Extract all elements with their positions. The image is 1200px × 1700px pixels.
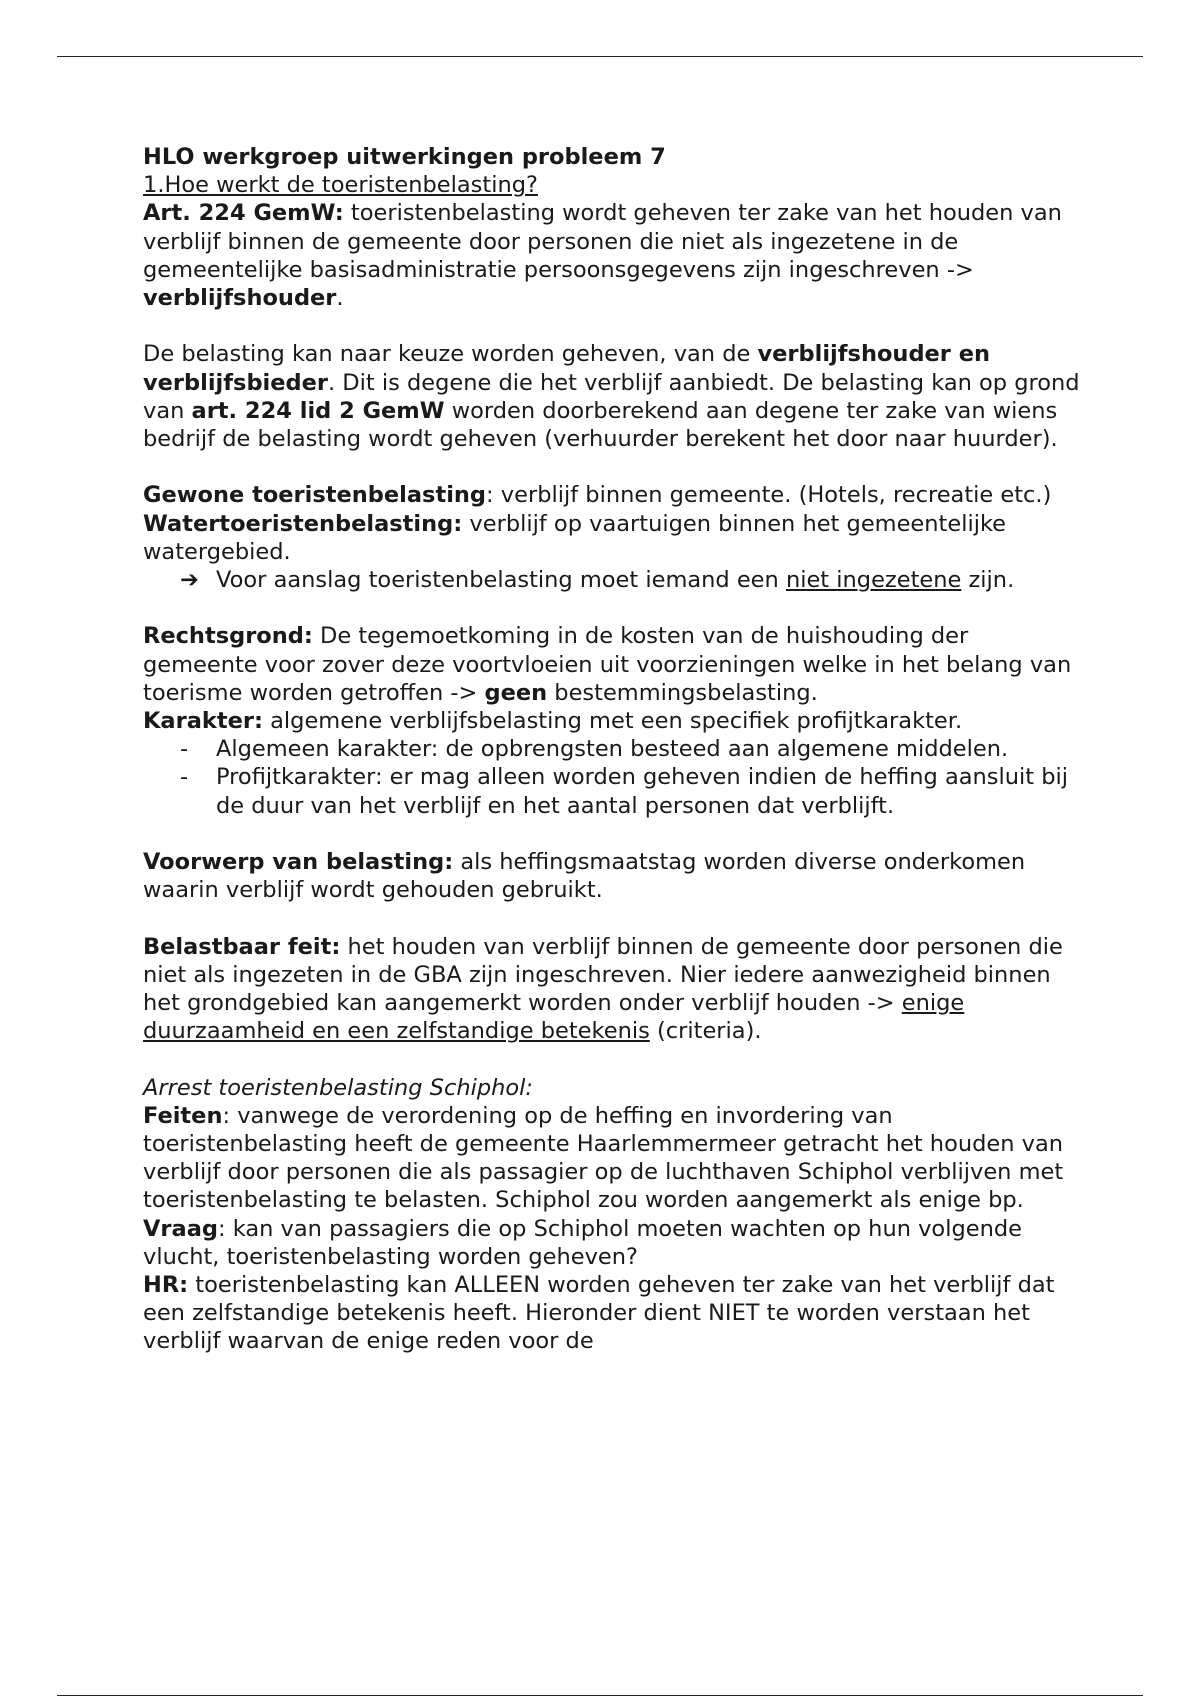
question-heading: 1.Hoe werkt de toeristenbelasting? (143, 172, 538, 199)
paragraph-keuze: De belasting kan naar keuze worden geheven, van de verblijfshouder en verblijfsbieder. Dit is degene die het verblijf aanbiedt. De belasting kan op grond van art. 224 lid 2 GemW worden doorberekend aan degene ter zake van wiens bedrijf de belasting wordt geheven (verhuurder berekent het door naar huurder). (143, 341, 1080, 453)
dash-bullet: - (180, 736, 189, 763)
list-item: - Profijtkarakter: er mag alleen worden geheven indien de heffing aansluit bij de duur van het verblijf en het aantal personen dat verblijft. (180, 764, 1069, 819)
paragraph-water: Watertoeristenbelasting: verblijf op vaartuigen binnen het gemeentelijke watergebied. (143, 510, 1007, 565)
paragraph-voorwerp: Voorwerp van belasting: als heffingsmaatstag worden diverse onderkomen waarin verblijf wordt gehouden gebruikt. (143, 849, 1026, 904)
document-body (143, 143, 1083, 1356)
paragraph-rechtsgrond: Rechtsgrond: De tegemoetkoming in de kosten van de huishouding der gemeente voor zover deze voortvloeien uit voorzieningen welke in het belang van toerisme worden getroffen -> geen bestemmingsbelasting. (143, 623, 1072, 706)
term-label: Art. 224 GemW: (143, 200, 344, 227)
paragraph-art-224: Art. 224 GemW: toeristenbelasting wordt geheven ter zake van het houden van verblijf binnen de gemeente door personen die niet als ingezetene in de gemeentelijke basisadministratie persoonsgegevens zijn ingeschreven -> verblijfshouder. (143, 200, 1062, 312)
arrest-title: Arrest toeristenbelasting Schiphol: (143, 1074, 533, 1101)
dash-bullet: - (180, 764, 189, 791)
paragraph-belastbaar-feit: Belastbaar feit: het houden van verblijf binnen de gemeente door personen die niet als ingezeten in de GBA zijn ingeschreven. Nier iedere aanwezigheid binnen het grondgebied kan aangemerkt worden onder verblijf houden -> enige duurzaamheid en een zelfstandige betekenis (criteria). (143, 933, 1063, 1045)
footer-rule (57, 1695, 1143, 1696)
paragraph-karakter: Karakter: algemene verblijfsbelasting met een specifiek profijtkarakter. (143, 708, 963, 735)
arrow-list-item: ➔ Voor aanslag toeristenbelasting moet iemand een niet ingezetene zijn. (180, 567, 1015, 594)
paragraph-gewone: Gewone toeristenbelasting: verblijf binnen gemeente. (Hotels, recreatie etc.) (143, 482, 1052, 509)
paragraph-vraag: Vraag: kan van passagiers die op Schiphol moeten wachten op hun volgende vlucht, toeristenbelasting worden geheven? (143, 1215, 1022, 1270)
document-title: HLO werkgroep uitwerkingen probleem 7 (143, 144, 666, 170)
paragraph-feiten: Feiten: vanwege de verordening op de heffing en invordering van toeristenbelasting heeft de gemeente Haarlemmermeer getracht het houden van verblijf door personen die als passagier op de luchthaven Schiphol verblijven met toeristenbelasting te belasten. Schiphol zou worden aangemerkt als enige bp. (143, 1102, 1064, 1214)
paragraph-hr: HR: toeristenbelasting kan ALLEEN worden geheven ter zake van het verblijf dat een zelfstandige betekenis heeft. Hieronder dient NIET te worden verstaan het verblijf waarvan de enige reden voor de (143, 1272, 1055, 1355)
arrow-icon: ➔ (180, 567, 199, 594)
list-item: - Algemeen karakter: de opbrengsten besteed aan algemene middelen. (180, 736, 1009, 763)
header-rule (57, 56, 1143, 57)
